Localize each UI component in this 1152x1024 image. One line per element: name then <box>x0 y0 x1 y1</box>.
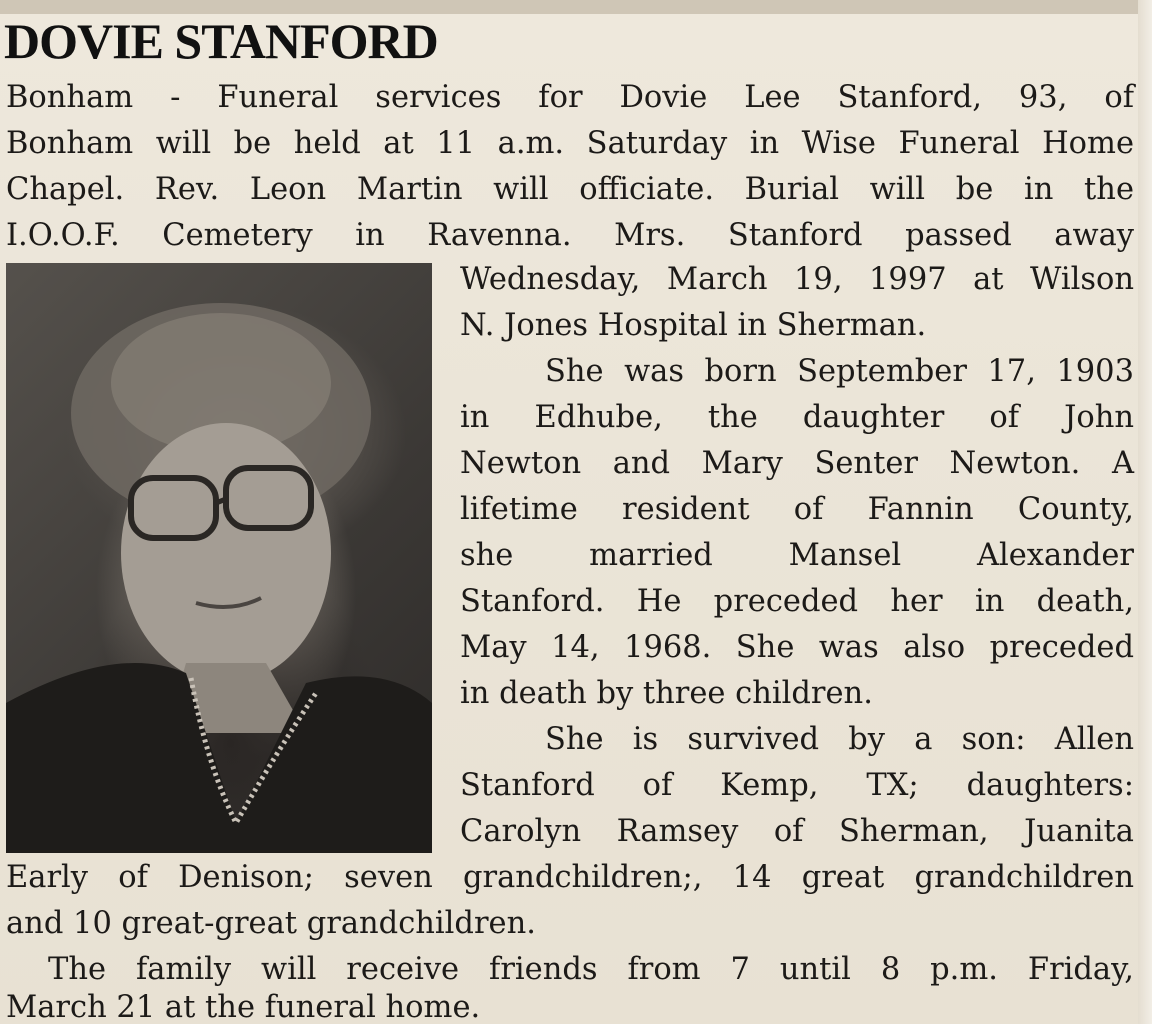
text-line: she married Mansel Alexander <box>460 538 1134 573</box>
text-line: Newton and Mary Senter Newton. A <box>460 446 1134 481</box>
text-line: Wednesday, March 19, 1997 at Wilson <box>460 262 1134 297</box>
text-line: She is survived by a son: Allen <box>545 722 1134 757</box>
text-line: and 10 great-great grandchildren. <box>6 906 536 941</box>
text-line: Stanford. He preceded her in death, <box>460 584 1134 619</box>
paper-edge <box>1138 0 1152 1024</box>
text-line: Chapel. Rev. Leon Martin will officiate. Burial will be in the <box>6 172 1134 207</box>
text-line: Bonham - Funeral services for Dovie Lee Stanford, 93, of <box>6 80 1134 115</box>
text-line: Carolyn Ramsey of Sherman, Juanita <box>460 814 1134 849</box>
text-line: I.O.O.F. Cemetery in Ravenna. Mrs. Stanford passed away <box>6 218 1134 253</box>
text-line: She was born September 17, 1903 <box>545 354 1134 389</box>
text-line: N. Jones Hospital in Sherman. <box>460 308 927 343</box>
text-line: lifetime resident of Fannin County, <box>460 492 1134 527</box>
portrait-photo <box>6 263 432 853</box>
text-line: March 21 at the funeral home. <box>6 990 481 1024</box>
text-line: Bonham will be held at 11 a.m. Saturday in Wise Funeral Home <box>6 126 1134 161</box>
text-line: May 14, 1968. She was also preceded <box>460 630 1134 665</box>
text-line: in Edhube, the daughter of John <box>460 400 1134 435</box>
text-line: Early of Denison; seven grandchildren;, 14 great grandchildren <box>6 860 1134 895</box>
text-line: The family will receive friends from 7 until 8 p.m. Friday, <box>48 952 1134 987</box>
obituary-headline: DOVIE STANFORD <box>4 13 438 69</box>
text-line: Stanford of Kemp, TX; daughters: <box>460 768 1134 803</box>
text-line: in death by three children. <box>460 676 873 711</box>
